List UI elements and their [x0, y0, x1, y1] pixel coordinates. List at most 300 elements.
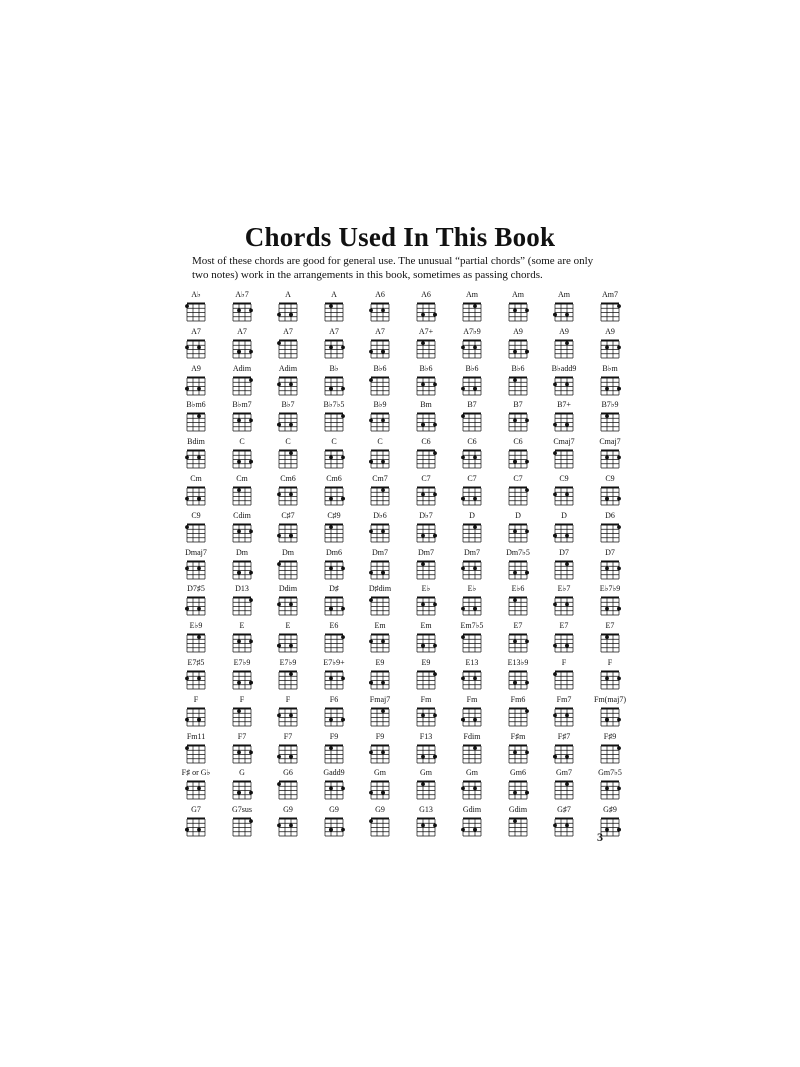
- chord-diagram: [541, 482, 587, 510]
- finger-dot: [289, 754, 293, 758]
- chord-diagram: [173, 482, 219, 510]
- chord-cell: [587, 548, 633, 585]
- finger-dot: [341, 635, 345, 639]
- chord-name: Fm(maj7): [594, 694, 626, 704]
- finger-dot: [553, 534, 557, 538]
- finger-dot: [249, 419, 253, 423]
- chord-cell: [173, 695, 219, 732]
- finger-dot: [617, 566, 621, 570]
- chord-diagram: [541, 703, 587, 731]
- chord-cell: [403, 474, 449, 511]
- chord-cell: [587, 290, 633, 327]
- finger-dot: [565, 382, 569, 386]
- chord-name: D: [515, 510, 521, 520]
- chord-diagram: [311, 298, 357, 326]
- chord-diagram: [357, 335, 403, 363]
- finger-dot: [237, 709, 241, 713]
- chord-cell: [587, 511, 633, 548]
- chord-cell: [449, 732, 495, 769]
- finger-dot: [605, 345, 609, 349]
- chord-name: E: [285, 621, 291, 631]
- finger-dot: [289, 603, 293, 607]
- finger-dot: [473, 345, 477, 349]
- chord-diagram: [219, 445, 265, 473]
- chord-diagram: [311, 556, 357, 584]
- finger-dot: [197, 717, 201, 721]
- finger-dot: [421, 382, 425, 386]
- chord-diagram: [173, 629, 219, 657]
- chord-diagram: [541, 666, 587, 694]
- finger-dot: [513, 791, 517, 795]
- chord-diagram: [173, 519, 219, 547]
- finger-dot: [461, 635, 465, 639]
- chord-cell: [541, 768, 587, 805]
- chord-cell: [449, 327, 495, 364]
- chord-cell: [541, 474, 587, 511]
- finger-dot: [461, 415, 465, 419]
- chord-diagram: [403, 629, 449, 657]
- chord-name: B7♭9: [601, 400, 619, 410]
- chord-name: Gadd9: [323, 768, 345, 778]
- chord-cell: [219, 732, 265, 769]
- finger-dot: [473, 525, 477, 529]
- chord-cell: [541, 511, 587, 548]
- chord-cell: [587, 364, 633, 401]
- finger-dot: [341, 676, 345, 680]
- chord-cell: [449, 548, 495, 585]
- chord-cell: [357, 290, 403, 327]
- chord-cell: [449, 658, 495, 695]
- chord-diagram: [311, 776, 357, 804]
- chord-cell: [219, 768, 265, 805]
- chord-cell: [265, 290, 311, 327]
- finger-dot: [289, 492, 293, 496]
- chord-name: G9: [375, 805, 385, 815]
- chord-diagram: [403, 519, 449, 547]
- chord-diagram: [311, 445, 357, 473]
- finger-dot: [329, 676, 333, 680]
- chord-diagram: [357, 703, 403, 731]
- chord-name: Gm: [420, 768, 432, 778]
- chord-diagram: [403, 776, 449, 804]
- finger-dot: [369, 308, 373, 312]
- finger-dot: [289, 382, 293, 386]
- finger-dot: [565, 341, 569, 345]
- chord-diagram: [265, 556, 311, 584]
- finger-dot: [197, 607, 201, 611]
- chord-name: Gdim: [462, 805, 482, 815]
- chord-cell: [541, 584, 587, 621]
- chord-cell: [495, 290, 541, 327]
- chord-diagram: [403, 482, 449, 510]
- finger-dot: [369, 350, 373, 354]
- chord-diagram: [495, 298, 541, 326]
- finger-dot: [237, 529, 241, 533]
- chord-name: C9: [605, 473, 615, 483]
- finger-dot: [341, 787, 345, 791]
- chord-name: Ddim: [278, 584, 298, 594]
- chord-name: E13: [465, 657, 479, 667]
- finger-dot: [473, 607, 477, 611]
- finger-dot: [605, 635, 609, 639]
- finger-dot: [473, 566, 477, 570]
- chord-name: Dmaj7: [185, 547, 207, 557]
- finger-dot: [513, 599, 517, 603]
- chord-diagram: [219, 335, 265, 363]
- chord-name: Dm6: [326, 547, 342, 557]
- chord-cell: [311, 695, 357, 732]
- chord-diagram: [357, 445, 403, 473]
- chord-name: F♯ or G♭: [181, 768, 211, 778]
- finger-dot: [565, 754, 569, 758]
- finger-dot: [513, 819, 517, 823]
- chord-name: B♭m7: [232, 400, 252, 410]
- chord-cell: [357, 805, 403, 842]
- finger-dot: [249, 750, 253, 754]
- chord-name: Fm7: [556, 694, 572, 704]
- chord-name: B♭6: [373, 363, 387, 373]
- chord-name: F: [239, 694, 245, 704]
- chord-name: D♭6: [373, 510, 387, 520]
- chord-diagram: [219, 372, 265, 400]
- chord-cell: [403, 732, 449, 769]
- finger-dot: [237, 460, 241, 464]
- chord-cell: [541, 732, 587, 769]
- chord-cell: [219, 327, 265, 364]
- finger-dot: [421, 341, 425, 345]
- finger-dot: [249, 791, 253, 795]
- chord-cell: [449, 584, 495, 621]
- chord-cell: [495, 511, 541, 548]
- finger-dot: [277, 562, 281, 566]
- finger-dot: [473, 456, 477, 460]
- chord-cell: [587, 768, 633, 805]
- chord-cell: [265, 548, 311, 585]
- chord-name: Em: [374, 621, 386, 631]
- chord-cell: [495, 327, 541, 364]
- finger-dot: [289, 313, 293, 317]
- finger-dot: [461, 717, 465, 721]
- finger-dot: [197, 345, 201, 349]
- finger-dot: [525, 640, 529, 644]
- finger-dot: [369, 640, 373, 644]
- chord-name: E9: [421, 657, 431, 667]
- finger-dot: [381, 419, 385, 423]
- chord-cell: [311, 437, 357, 474]
- chord-diagram: [265, 372, 311, 400]
- chord-cell: [449, 695, 495, 732]
- chord-cell: [219, 658, 265, 695]
- chord-name: Dm: [282, 547, 294, 557]
- chord-cell: [541, 621, 587, 658]
- chord-name: E6: [329, 621, 339, 631]
- chord-cell: [587, 621, 633, 658]
- finger-dot: [513, 378, 517, 382]
- finger-dot: [421, 562, 425, 566]
- chord-name: Gdim: [508, 805, 528, 815]
- finger-dot: [277, 313, 281, 317]
- finger-dot: [525, 308, 529, 312]
- chord-cell: [219, 437, 265, 474]
- finger-dot: [185, 566, 189, 570]
- finger-dot: [249, 599, 253, 603]
- chord-cell: [311, 732, 357, 769]
- chord-diagram: [587, 482, 633, 510]
- finger-dot: [197, 386, 201, 390]
- chord-diagram: [173, 556, 219, 584]
- finger-dot: [433, 313, 437, 317]
- chord-cell: [403, 584, 449, 621]
- finger-dot: [197, 456, 201, 460]
- chord-name: E♭9: [189, 621, 203, 631]
- chord-diagram: [265, 703, 311, 731]
- chord-diagram: [403, 740, 449, 768]
- chord-cell: [357, 621, 403, 658]
- finger-dot: [341, 345, 345, 349]
- finger-dot: [329, 566, 333, 570]
- finger-dot: [277, 341, 281, 345]
- chord-name: B7: [467, 400, 477, 410]
- finger-dot: [369, 529, 373, 533]
- finger-dot: [341, 717, 345, 721]
- chord-name: E7: [559, 621, 569, 631]
- finger-dot: [329, 345, 333, 349]
- finger-dot: [197, 635, 201, 639]
- chord-diagram: [311, 335, 357, 363]
- chord-diagram: [219, 776, 265, 804]
- finger-dot: [565, 313, 569, 317]
- page-number: 3: [597, 830, 603, 844]
- finger-dot: [185, 717, 189, 721]
- finger-dot: [605, 676, 609, 680]
- chord-cell: [311, 658, 357, 695]
- finger-dot: [277, 783, 281, 787]
- finger-dot: [473, 304, 477, 308]
- chord-name: E♭7♭9: [599, 584, 621, 594]
- finger-dot: [421, 754, 425, 758]
- finger-dot: [197, 497, 201, 501]
- chord-diagram: [311, 703, 357, 731]
- chord-cell: [265, 658, 311, 695]
- finger-dot: [605, 497, 609, 501]
- chord-name: A7: [375, 326, 385, 336]
- chord-cell: [265, 511, 311, 548]
- chord-cell: [357, 400, 403, 437]
- chord-name: Cmaj7: [599, 437, 621, 447]
- chord-diagram: [219, 740, 265, 768]
- chord-diagram: [495, 666, 541, 694]
- chord-name: D7♯5: [187, 584, 205, 594]
- chord-cell: [449, 511, 495, 548]
- chord-cell: [495, 621, 541, 658]
- finger-dot: [185, 386, 189, 390]
- chord-cell: [265, 768, 311, 805]
- chord-cell: [403, 290, 449, 327]
- finger-dot: [525, 709, 529, 713]
- finger-dot: [329, 497, 333, 501]
- finger-dot: [237, 350, 241, 354]
- finger-dot: [461, 566, 465, 570]
- finger-dot: [197, 415, 201, 419]
- chord-cell: [173, 548, 219, 585]
- chord-diagram: [311, 666, 357, 694]
- chord-name: Gm: [374, 768, 386, 778]
- chord-name: F: [285, 694, 291, 704]
- chord-cell: [219, 290, 265, 327]
- chord-diagram: [219, 482, 265, 510]
- chord-diagram: [357, 740, 403, 768]
- finger-dot: [277, 713, 281, 717]
- chord-diagram: [403, 445, 449, 473]
- chord-diagram: [357, 666, 403, 694]
- finger-dot: [421, 423, 425, 427]
- chord-name: Cm: [190, 473, 202, 483]
- chord-name: E13♭9: [507, 657, 529, 667]
- finger-dot: [421, 603, 425, 607]
- chord-cell: [403, 400, 449, 437]
- chord-cell: [311, 290, 357, 327]
- chord-name: Am: [558, 290, 570, 299]
- finger-dot: [237, 488, 241, 492]
- chord-name: B♭m: [602, 363, 618, 373]
- chord-name: A7: [191, 326, 201, 336]
- chord-name: D: [561, 510, 567, 520]
- finger-dot: [473, 676, 477, 680]
- page-title: Chords Used In This Book: [244, 222, 556, 252]
- finger-dot: [461, 456, 465, 460]
- chord-diagram: [449, 445, 495, 473]
- chord-diagram: [357, 813, 403, 841]
- chord-cell: [265, 584, 311, 621]
- chord-name: E7: [605, 621, 615, 631]
- finger-dot: [525, 750, 529, 754]
- chord-cell: [495, 437, 541, 474]
- chord-diagram: [173, 592, 219, 620]
- chord-name: Fm6: [510, 694, 526, 704]
- finger-dot: [369, 378, 373, 382]
- chord-diagram: [357, 482, 403, 510]
- chord-name: B7+: [557, 400, 571, 410]
- chord-name: C7: [513, 473, 523, 483]
- finger-dot: [553, 754, 557, 758]
- finger-dot: [277, 824, 281, 828]
- chord-name: Bdim: [187, 437, 205, 447]
- chord-cell: [587, 327, 633, 364]
- chord-diagram: [587, 556, 633, 584]
- chord-diagram: [265, 666, 311, 694]
- finger-dot: [565, 534, 569, 538]
- chord-name: F9: [375, 731, 385, 741]
- chord-diagram: [449, 740, 495, 768]
- chord-name: E7♭9+: [323, 657, 345, 667]
- finger-dot: [277, 603, 281, 607]
- chord-name: Gm7: [556, 768, 572, 778]
- chord-diagram: [403, 408, 449, 436]
- finger-dot: [433, 824, 437, 828]
- finger-dot: [329, 456, 333, 460]
- chord-name: A7: [283, 326, 293, 336]
- finger-dot: [565, 644, 569, 648]
- chord-diagram: [403, 298, 449, 326]
- chord-diagram: [219, 703, 265, 731]
- finger-dot: [553, 382, 557, 386]
- chord-diagram: [219, 813, 265, 841]
- finger-dot: [617, 607, 621, 611]
- chord-name: B♭6: [419, 363, 433, 373]
- finger-dot: [277, 382, 281, 386]
- intro-paragraph: Most of these chords are good for general use. The unusual “partial chords” (some are only two notes) work in the arrangements in this book, sometimes as passing chords.: [192, 255, 594, 281]
- chord-diagram: [173, 445, 219, 473]
- chord-cell: [265, 732, 311, 769]
- chord-cell: [311, 768, 357, 805]
- chord-cell: [311, 805, 357, 842]
- chord-cell: [403, 327, 449, 364]
- finger-dot: [433, 754, 437, 758]
- finger-dot: [421, 492, 425, 496]
- chord-name: Bm: [420, 400, 432, 410]
- finger-dot: [525, 419, 529, 423]
- finger-dot: [617, 828, 621, 832]
- chord-cell: [587, 695, 633, 732]
- finger-dot: [433, 603, 437, 607]
- chord-cell: [495, 695, 541, 732]
- finger-dot: [249, 640, 253, 644]
- chord-name: E: [239, 621, 245, 631]
- finger-dot: [433, 713, 437, 717]
- chord-diagram: [311, 408, 357, 436]
- chord-cell: [219, 695, 265, 732]
- chord-cell: [173, 805, 219, 842]
- finger-dot: [617, 386, 621, 390]
- chord-cell: [541, 805, 587, 842]
- chord-name: Fm: [420, 694, 432, 704]
- finger-dot: [277, 644, 281, 648]
- chord-name: E♭: [421, 584, 431, 594]
- finger-dot: [565, 562, 569, 566]
- finger-dot: [237, 681, 241, 685]
- finger-dot: [289, 713, 293, 717]
- finger-dot: [513, 681, 517, 685]
- finger-dot: [289, 824, 293, 828]
- chord-cell: [495, 584, 541, 621]
- chord-name: A6: [375, 290, 385, 299]
- chord-cell: [495, 805, 541, 842]
- finger-dot: [553, 644, 557, 648]
- chord-name: Em7♭5: [460, 621, 484, 631]
- chord-diagram: [173, 298, 219, 326]
- chord-diagram: [265, 482, 311, 510]
- chord-diagram: [449, 556, 495, 584]
- chord-cell: [311, 400, 357, 437]
- chord-name: Fm11: [186, 731, 206, 741]
- chord-name: C9: [191, 510, 201, 520]
- finger-dot: [513, 419, 517, 423]
- chord-diagram: [449, 519, 495, 547]
- chord-cell: [173, 327, 219, 364]
- chord-diagram: [265, 813, 311, 841]
- finger-dot: [381, 640, 385, 644]
- chord-cell: [495, 474, 541, 511]
- chord-diagram: [219, 408, 265, 436]
- chord-diagram: [173, 335, 219, 363]
- chord-diagram: [449, 703, 495, 731]
- finger-dot: [381, 488, 385, 492]
- chord-cell: [173, 474, 219, 511]
- chord-name: E♭7: [557, 584, 571, 594]
- finger-dot: [237, 308, 241, 312]
- chord-diagram: [587, 519, 633, 547]
- chord-name: C7: [421, 473, 431, 483]
